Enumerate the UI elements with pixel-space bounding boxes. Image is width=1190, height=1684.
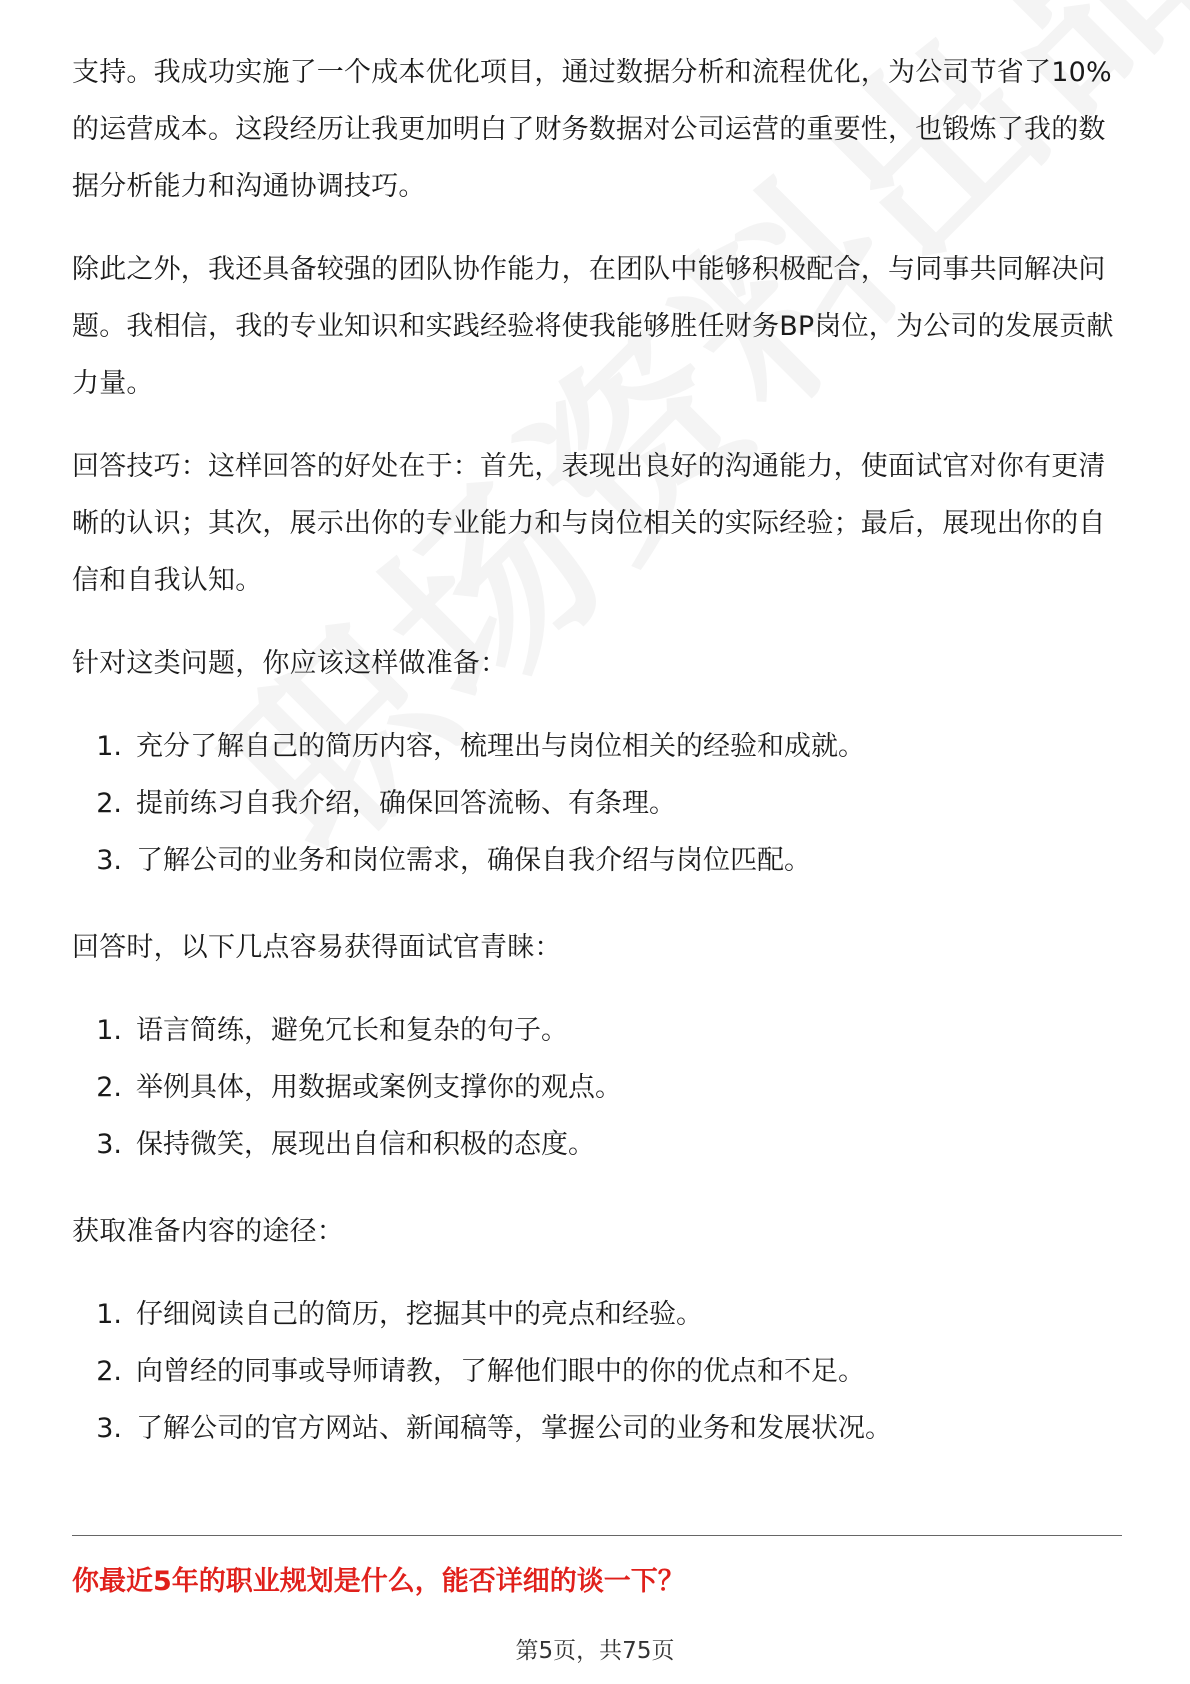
list-item-number: 1. — [96, 731, 122, 762]
list-item-text: 了解公司的业务和岗位需求，确保自我介绍与岗位匹配。 — [136, 845, 811, 876]
list-item-text: 举例具体，用数据或案例支撑你的观点。 — [136, 1072, 622, 1103]
list-item-text: 了解公司的官方网站、新闻稿等，掌握公司的业务和发展状况。 — [136, 1413, 892, 1444]
list-item — [72, 1059, 1122, 1116]
list-item-number: 2. — [96, 788, 122, 819]
section-divider — [72, 1535, 1122, 1536]
list-item-text: 语言简练，避免冗长和复杂的句子。 — [136, 1015, 568, 1046]
section-prepare-heading: 针对这类问题，你应该这样做准备： — [72, 648, 508, 679]
list-item — [72, 1002, 1122, 1059]
list-item-number: 1. — [96, 1015, 122, 1046]
list-item — [72, 775, 1122, 832]
list-item — [72, 1286, 1122, 1343]
page-number: 第5页，共75页 — [515, 1638, 675, 1664]
list-item-number: 2. — [96, 1072, 122, 1103]
paragraph-teamwork: 除此之外，我还具备较强的团队协作能力，在团队中能够积极配合，与同事共同解决问题。我相信，我的专业知识和实践经验将使我能够胜任财务BP岗位，为公司的发展贡献力量。 — [72, 254, 1114, 399]
list-item-number: 1. — [96, 1299, 122, 1330]
list-item-text: 向曾经的同事或导师请教，了解他们眼中的你的优点和不足。 — [136, 1356, 865, 1387]
list-item-number: 2. — [96, 1356, 122, 1387]
section-sources-heading: 获取准备内容的途径： — [72, 1216, 344, 1247]
list-item-number: 3. — [96, 1129, 122, 1160]
document-body — [72, 44, 1122, 1487]
list-item-text: 充分了解自己的简历内容，梳理出与岗位相关的经验和成就。 — [136, 731, 865, 762]
list-item-number: 3. — [96, 1413, 122, 1444]
list-item — [72, 1116, 1122, 1173]
section-tips-heading: 回答时，以下几点容易获得面试官青睐： — [72, 932, 562, 963]
list-item-text: 提前练习自我介绍，确保回答流畅、有条理。 — [136, 788, 676, 819]
section-sources-list — [72, 1286, 1122, 1457]
next-question-heading: 你最近5年的职业规划是什么，能否详细的谈一下？ — [72, 1566, 685, 1597]
list-item-text: 仔细阅读自己的简历，挖掘其中的亮点和经验。 — [136, 1299, 703, 1330]
list-item-text: 保持微笑，展现出自信和积极的态度。 — [136, 1129, 595, 1160]
list-item-number: 3. — [96, 845, 122, 876]
list-item — [72, 832, 1122, 889]
list-item — [72, 1343, 1122, 1400]
list-item — [72, 718, 1122, 775]
section-prepare-list — [72, 718, 1122, 889]
section-tips-list — [72, 1002, 1122, 1173]
list-item — [72, 1400, 1122, 1457]
paragraph-answer-tips: 回答技巧：这样回答的好处在于：首先，表现出良好的沟通能力，使面试官对你有更清晰的认识；其次，展示出你的专业能力和与岗位相关的实际经验；最后，展现出你的自信和自我认知。 — [72, 451, 1106, 596]
paragraph-experience: 支持。我成功实施了一个成本优化项目，通过数据分析和流程优化，为公司节省了10%的运营成本。这段经历让我更加明白了财务数据对公司运营的重要性，也锻炼了我的数据分析能力和沟通协调技巧。 — [72, 57, 1112, 202]
